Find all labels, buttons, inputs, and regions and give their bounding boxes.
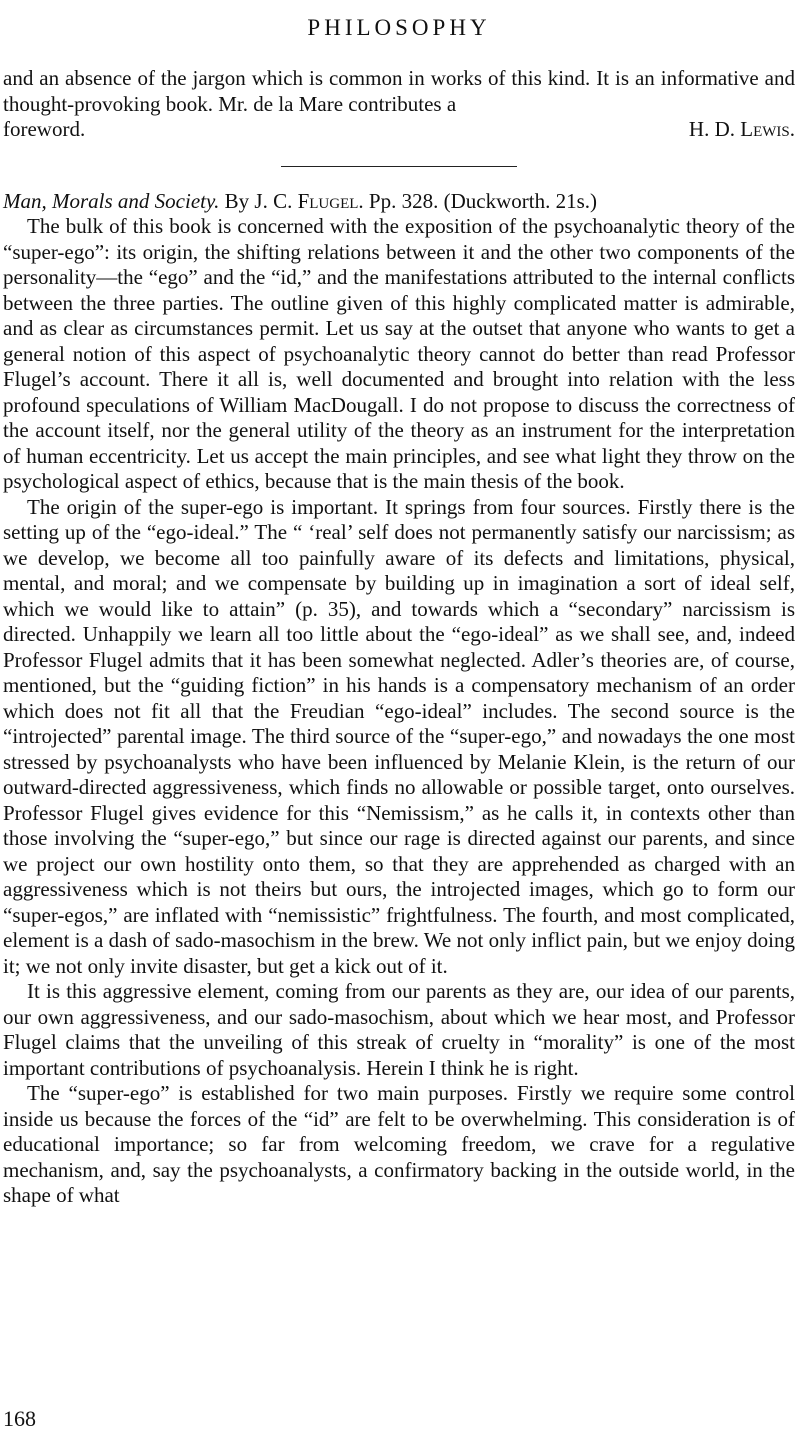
review-paragraph: The “super-ego” is established for two main purposes. Firstly we require some control inside us because the forces of the “id” are felt to be overwhelming. This consideration is of educational importance; so far from welcoming freedom, we crave for a regulative mechanism, and, say the psychoanalysts, a confirmatory backing in the outside world, in the shape of what [3, 1081, 795, 1207]
book-title: Man, Morals and Society. [3, 188, 220, 213]
review-paragraph: The bulk of this book is concerned with the exposition of the psychoanalytic theory of the “super-ego”: its origin, the shifting relations between it and the other two components of the personality—the “ego” and the “id,” and the manifestations attributed to the internal conflicts between the three parties. The outline given of this highly complicated matter is admirable, and as clear as circumstances permit. Let us say at the outset that anyone who wants to get a general notion of this aspect of psychoanalytic theory cannot do better than read Professor Flugel’s account. There it all is, well documented and brought into relation with the less profound speculations of William MacDougall. I do not propose to discuss the correctness of the account itself, nor the general utility of the theory as an instrument for the interpretation of human eccentricity. Let us accept the main principles, and see what light they throw on the psychological aspect of ethics, because that is the main thesis of the book. [3, 214, 795, 493]
journal-page [3, 0, 795, 1209]
section-divider [281, 166, 517, 167]
page-number: 168 [3, 1406, 36, 1431]
review-paragraph: The origin of the super-ego is important. It springs from four sources. Firstly there is the setting up of the “ego-ideal.” The “ ‘real’ self does not permanently satisfy our narcissism; as we develop, we become all too painfully aware of its defects and limitations, physical, mental, and moral; and we compensate by building up in imagination a sort of ideal self, which we would like to attain” (p. 35), and towards which a “secondary” narcissism is directed. Unhappily we learn all too little about the “ego-ideal” as we shall see, and, indeed Professor Flugel admits that it has been somewhat neglected. Adler’s theories are, of course, mentioned, but the “guiding fiction” in his hands is a compensatory mechanism of an order which does not fit all that the Freudian “ego-ideal” includes. The second source is the “introjected” parental image. The third source of the “super-ego,” and nowadays the one most stressed by psychoanalysts who have been influenced by Melanie Klein, is the return of our outward-directed aggressiveness, which finds no allowable or possible target, onto ourselves. Professor Flugel gives evidence for this “Nemissism,” as he calls it, in contexts other than those involving the “super-ego,” but since our rage is directed against our parents, and since we project our own hostility onto them, so that they are apprehended as charged with an aggressiveness which is not theirs but ours, the introjected images, which go to form our “super-egos,” are inflated with “nemissistic” frightfulness. The fourth, and most complicated, element is a dash of sado-masochism in the brew. We not only inflict pain, but we enjoy doing it; we not only invite disaster, but get a kick out of it. [3, 494, 795, 978]
book-citation [3, 189, 795, 215]
book-author: J. C. Flugel. [254, 188, 364, 213]
previous-review-last-line: foreword. [3, 117, 86, 141]
review-paragraph: It is this aggressive element, coming from our parents as they are, our idea of our parents, our own aggressiveness, and our sado-masochism, about which we hear most, and Professor Flugel claims that the unveiling of this streak of cruelty in “morality” is one of the most important contributions of psychoanalysis. Herein I think he is right. [3, 979, 795, 1080]
citation-by: By [224, 188, 250, 213]
reviewer-signature: H. D. Lewis. [688, 117, 795, 141]
previous-review-text: and an absence of the jargon which is common in works of this kind. It is an informative and thought-provoking book. Mr. de la Mare contributes a [3, 66, 795, 116]
previous-review-closing [3, 117, 795, 143]
book-details: Pp. 328. (Duckworth. 21s.) [368, 188, 597, 213]
running-head: PHILOSOPHY [307, 15, 491, 40]
